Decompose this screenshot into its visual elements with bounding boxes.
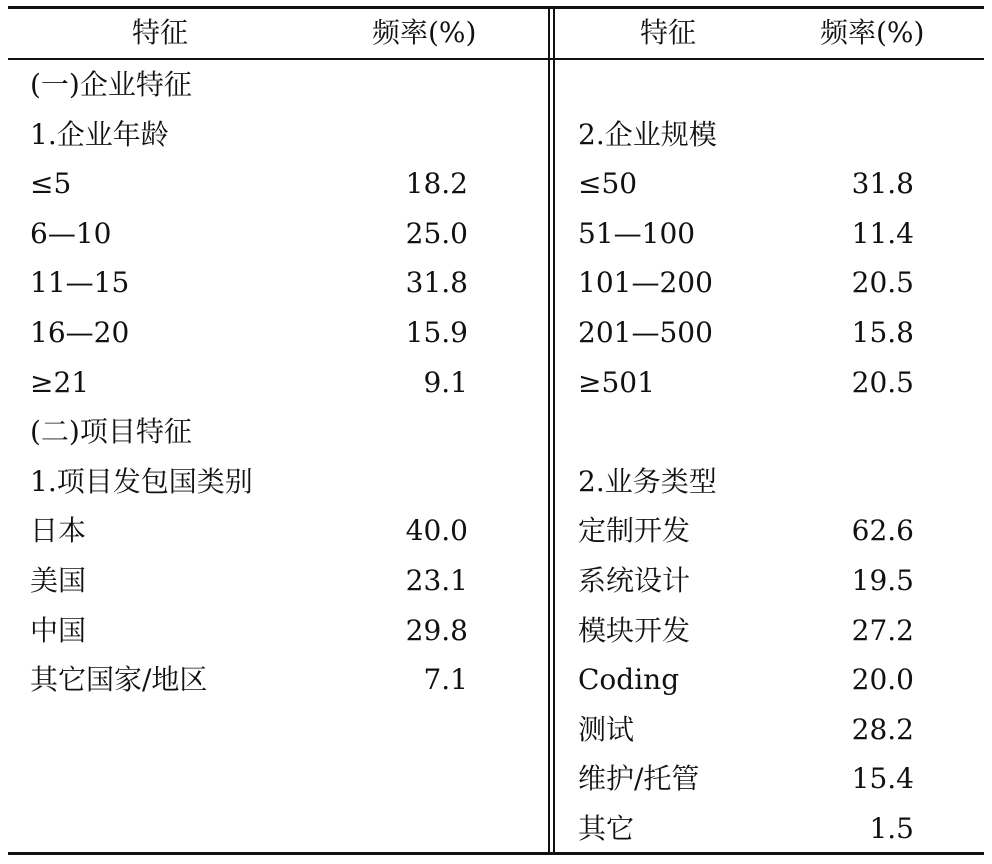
right-row-label: 其它 <box>578 812 635 845</box>
left-row-label: 日本 <box>30 514 87 548</box>
left-row-value: 23.1 <box>405 564 468 597</box>
left-row-value: 18.2 <box>405 167 468 201</box>
right-row-value: 20.0 <box>851 663 914 697</box>
right-row-label: 定制开发 <box>578 514 691 548</box>
left-row-value: 9.1 <box>423 365 468 399</box>
left-row-label: (一)企业特征 <box>30 68 192 101</box>
left-row-label: 6—10 <box>30 216 112 250</box>
right-row-value: 27.2 <box>851 613 914 647</box>
right-row-label: ≥501 <box>578 365 655 399</box>
left-row-value: 40.0 <box>405 514 468 548</box>
right-row-value: 11.4 <box>851 216 914 250</box>
right-row-label: 101—200 <box>578 266 713 300</box>
right-row-value: 19.5 <box>851 564 914 597</box>
right-row-value: 31.8 <box>851 167 914 201</box>
left-row-label: 其它国家/地区 <box>30 663 208 697</box>
right-row-label: ≤50 <box>578 167 638 201</box>
header-left-feature: 特征 <box>132 16 189 49</box>
right-row-label: 201—500 <box>578 316 713 349</box>
right-row-label: 测试 <box>578 712 635 746</box>
left-row-value: 29.8 <box>405 613 468 647</box>
left-row-label: ≤5 <box>30 167 72 201</box>
left-row-label: 11—15 <box>30 266 130 300</box>
left-row-label: 16—20 <box>30 316 130 349</box>
left-row-label: 1.企业年龄 <box>30 117 169 151</box>
right-row-label: 系统设计 <box>578 564 691 597</box>
right-row-value: 62.6 <box>851 514 914 548</box>
left-row-label: 美国 <box>30 564 87 597</box>
right-row-value: 1.5 <box>869 812 914 845</box>
left-row-value: 25.0 <box>405 216 468 250</box>
left-row-value: 7.1 <box>423 663 468 697</box>
right-row-value: 20.5 <box>851 365 914 399</box>
right-row-label: 2.企业规模 <box>578 117 717 151</box>
header-right-feature: 特征 <box>640 16 697 49</box>
left-row-label: 中国 <box>30 613 87 647</box>
right-row-value: 20.5 <box>851 266 914 300</box>
right-row-value: 15.4 <box>851 762 914 796</box>
right-row-label: 模块开发 <box>578 613 691 647</box>
right-row-label: 2.业务类型 <box>578 464 717 498</box>
left-row-label: 1.项目发包国类别 <box>30 464 253 498</box>
left-row-value: 15.9 <box>405 316 468 349</box>
left-row-value: 31.8 <box>405 266 468 300</box>
left-row-label: (二)项目特征 <box>30 415 192 449</box>
left-row-label: ≥21 <box>30 365 90 399</box>
header-right-freq: 频率(%) <box>820 16 925 49</box>
header-left-freq: 频率(%) <box>372 16 477 49</box>
right-row-value: 15.8 <box>851 316 914 349</box>
column-divider-right <box>553 6 555 855</box>
right-row-label: 维护/托管 <box>578 762 700 796</box>
right-row-value: 28.2 <box>851 712 914 746</box>
column-divider-left <box>548 6 550 855</box>
right-row-label: Coding <box>578 663 680 697</box>
right-row-label: 51—100 <box>578 216 696 250</box>
